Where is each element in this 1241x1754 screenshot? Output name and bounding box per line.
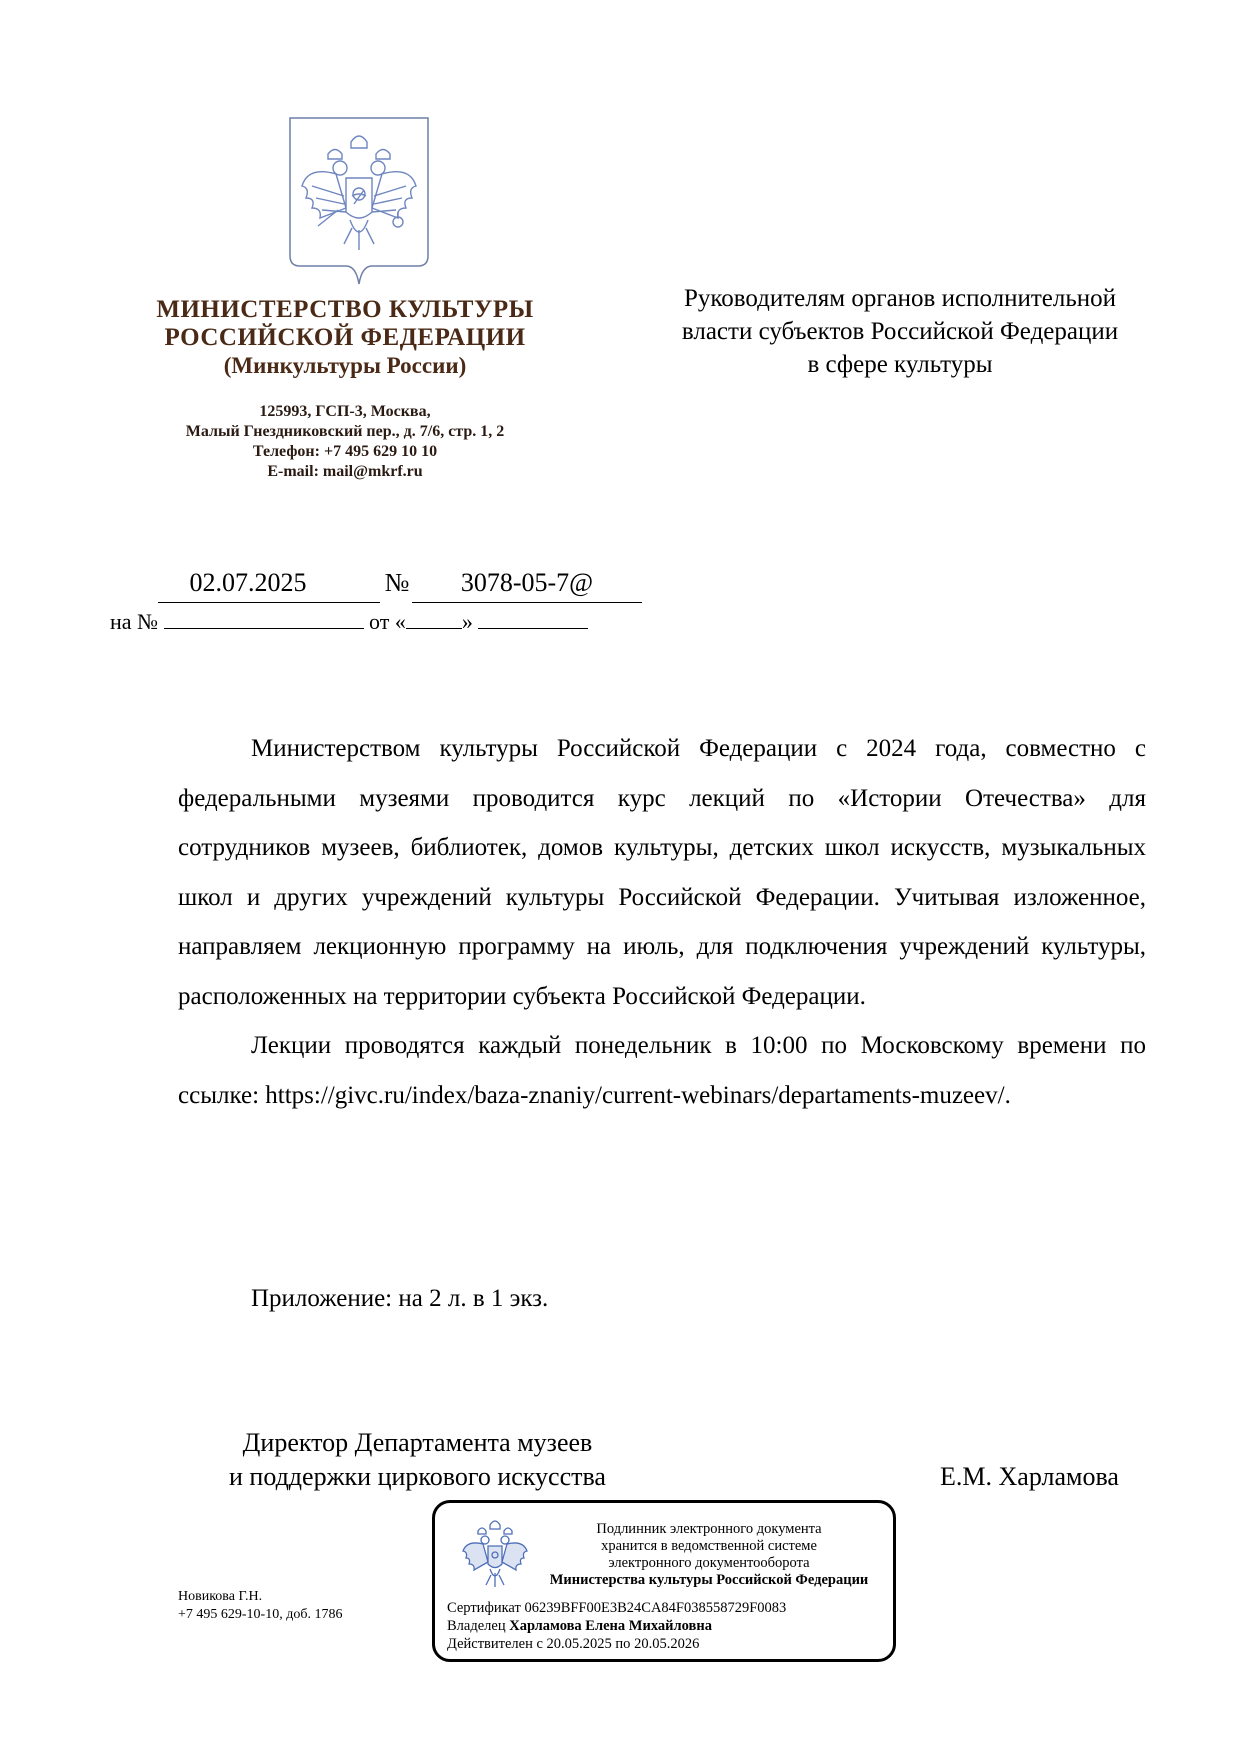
signer-name: Е.М. Харламова — [940, 1462, 1119, 1491]
addressee-line2: власти субъектов Российской Федерации — [681, 318, 1119, 345]
reference-number-blank — [164, 608, 364, 629]
addressee — [630, 282, 1170, 381]
registration-date: 02.07.2025 — [158, 568, 338, 603]
owner-label: Владелец — [447, 1618, 506, 1634]
stamp-line2: хранится в ведомственной системе — [601, 1538, 817, 1554]
letter-body — [178, 724, 1146, 1120]
body-paragraph-1: Министерством культуры Российской Федерации с 2024 года, совместно с федеральными музеями проводится курс лекций по «Истории Отечества» для сотрудников музеев, библиотек, домов культуры, детских школ искусств, музыкальных школ и других учреждений культуры Российской Федерации. Учитывая изложенное, направляем лекционную программу на июль, для подключения учреждений культуры, расположенных на территории субъекта Российской Федерации. — [178, 735, 1146, 1010]
reference-date-blank — [478, 608, 588, 629]
reference-day-blank — [406, 608, 462, 629]
signer-position — [190, 1426, 645, 1494]
valid-from: 20.05.2025 — [546, 1636, 612, 1652]
reference-line — [110, 608, 588, 635]
registration-number: 3078-05-7@ — [412, 568, 642, 603]
executor-phone: +7 495 629-10-10, доб. 1786 — [178, 1607, 343, 1622]
coat-of-arms-icon — [288, 116, 430, 286]
address-line2: Малый Гнездниковский пер., д. 7/6, стр. 1, 2 — [185, 423, 505, 440]
registration-underline-gap — [338, 568, 380, 603]
reference-prefix: на № — [110, 609, 159, 634]
attachment-note: Приложение: на 2 л. в 1 экз. — [251, 1285, 549, 1312]
ministry-phone: Телефон: +7 495 629 10 10 — [252, 443, 438, 460]
ministry-address — [120, 402, 570, 482]
stamp-line4: Министерства культуры Российской Федерации — [549, 1572, 869, 1588]
valid-to: 20.05.2026 — [634, 1636, 700, 1652]
owner-value: Харламова Елена Михайловна — [509, 1618, 712, 1634]
stamp-validity-row — [447, 1635, 887, 1653]
stamp-line3: электронного документооборота — [608, 1555, 810, 1571]
ministry-header — [120, 296, 570, 380]
stamp-coat-of-arms-icon — [459, 1515, 531, 1597]
stamp-header-text — [525, 1521, 893, 1589]
executor-info — [178, 1588, 342, 1624]
signer-position-line1: Директор Департамента музеев — [242, 1428, 593, 1457]
ministry-email: E-mail: mail@mkrf.ru — [267, 463, 423, 480]
ministry-name-line2: РОССИЙСКОЙ ФЕДЕРАЦИИ — [164, 324, 526, 351]
valid-to-label: по — [615, 1636, 631, 1652]
addressee-line3: в сфере культуры — [807, 351, 993, 378]
reference-close-quote: » — [461, 609, 473, 634]
ministry-name-line1: МИНИСТЕРСТВО КУЛЬТУРЫ — [156, 296, 534, 323]
stamp-owner-row — [447, 1617, 887, 1635]
stamp-line1: Подлинник электронного документа — [596, 1521, 822, 1537]
executor-name: Новикова Г.Н. — [178, 1589, 263, 1604]
valid-label: Действителен с — [447, 1636, 543, 1652]
reference-from: от « — [369, 609, 406, 634]
addressee-line1: Руководителям органов исполнительной — [683, 285, 1117, 312]
registration-number-sign: № — [384, 568, 410, 597]
signer-position-line2: и поддержки циркового искусства — [229, 1462, 606, 1491]
e-signature-stamp — [432, 1500, 896, 1662]
stamp-certificate-details — [447, 1599, 887, 1653]
body-paragraph-2: Лекции проводятся каждый понедельник в 10:00 по Московскому времени по ссылке: https://givc.ru/index/baza-znaniy/current-webinars/departaments-muzeev/. — [178, 1032, 1146, 1109]
cert-label: Сертификат — [447, 1600, 521, 1616]
stamp-certificate-row — [447, 1599, 887, 1617]
cert-value: 06239BFF00E3B24CA84F038558729F0083 — [524, 1600, 787, 1616]
ministry-short-name: (Минкультуры России) — [223, 353, 467, 378]
address-line1: 125993, ГСП-3, Москва, — [259, 403, 431, 420]
